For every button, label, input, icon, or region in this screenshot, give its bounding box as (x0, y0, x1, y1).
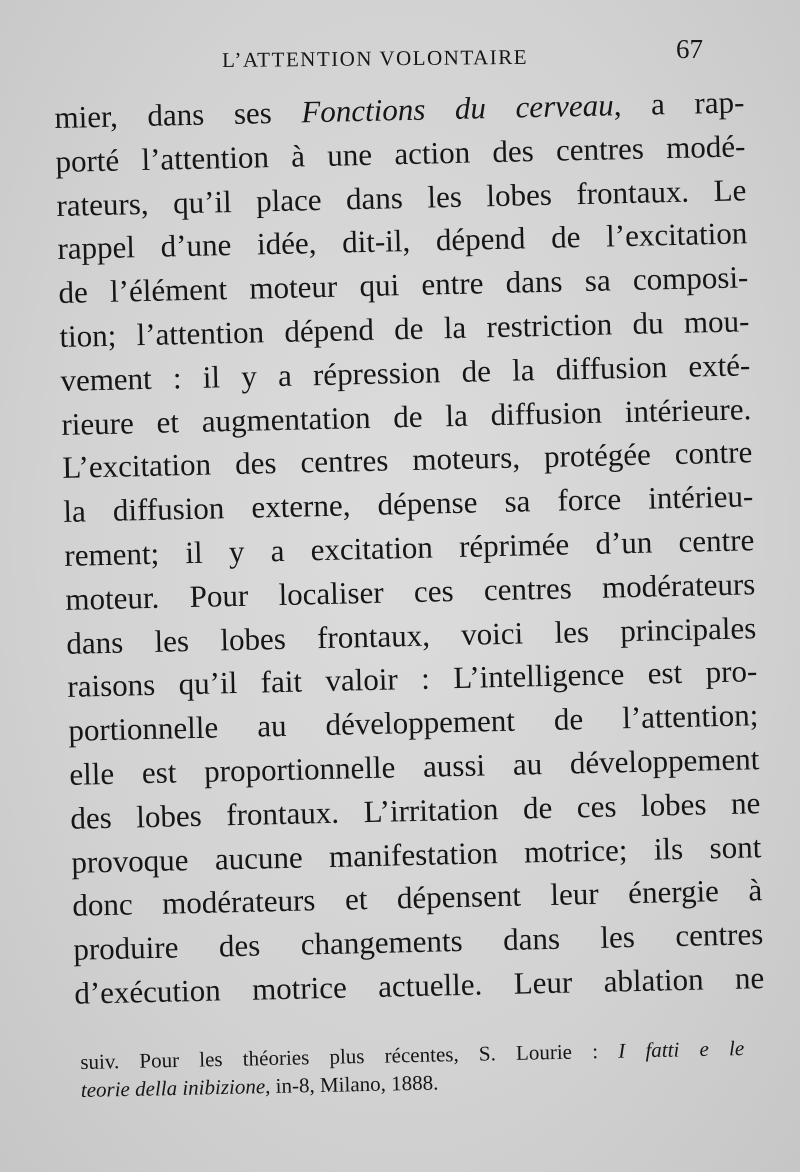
footnote-italic-title: teorie della inibizione (80, 1074, 266, 1102)
text-line: la diffusion externe, dépense sa force intérieu- (63, 478, 754, 530)
text-line: porté l’attention à une action des centres modé- (55, 128, 746, 179)
text-line: mier, dans ses Fonctions du cerveau, a rap- (54, 84, 745, 135)
text-line: rement; il y a excitation réprimée d’un centre (64, 522, 755, 573)
text-line: de l’élément moteur qui entre dans sa composi- (58, 259, 749, 311)
text-line: provoque aucune manifestation motrice; ils sont (70, 828, 762, 880)
text-line: moteur. Pour localiser ces centres modérateurs (65, 565, 756, 617)
page-number: 67 (676, 34, 703, 64)
text-line: rappel d’une idée, dit-il, dépend de l’excitation (57, 215, 748, 267)
text-line: raisons qu’il fait valoir : L’intelligence est pro- (67, 653, 758, 705)
text-line: elle est proportionnelle aussi au développement (68, 741, 760, 792)
text-line: dans les lobes frontaux, voici les principales (66, 609, 757, 661)
book-title-italic: Fonctions du cerveau (300, 87, 615, 130)
text-line: vement : il y a répression de la diffusion exté- (60, 347, 751, 398)
text-line: portionnelle au développement de l’attention; (68, 697, 759, 748)
footnote-italic-title: I fatti e le (617, 1036, 745, 1063)
text-line: d’exécution motrice actuelle. Leur ablation ne (73, 960, 765, 1011)
text-line: L’excitation des centres moteurs, protégée contre (62, 434, 753, 486)
footnote-line: teorie della inibizione, in-8, Milano, 1888. (80, 1070, 439, 1102)
text-line: des lobes frontaux. L’irritation de ces lobes ne (69, 784, 761, 836)
body-text (54, 80, 765, 1015)
text-line: rateurs, qu’il place dans les lobes frontaux. Le (56, 171, 747, 223)
running-head (0, 34, 800, 80)
text-line: donc modérateurs et dépensent leur énergie à (71, 872, 763, 924)
text-line: tion; l’attention dépend de la restriction du mou- (59, 303, 750, 354)
footnote-line: suiv. Pour les théories plus récentes, S. Lourie : I fatti e le (80, 1036, 745, 1074)
text-line: rieure et augmentation de la diffusion intérieure. (61, 390, 752, 442)
running-title: L’ATTENTION VOLONTAIRE (221, 44, 529, 72)
footnote (80, 1034, 745, 1104)
text-line: produire des changements dans les centres (72, 916, 764, 967)
